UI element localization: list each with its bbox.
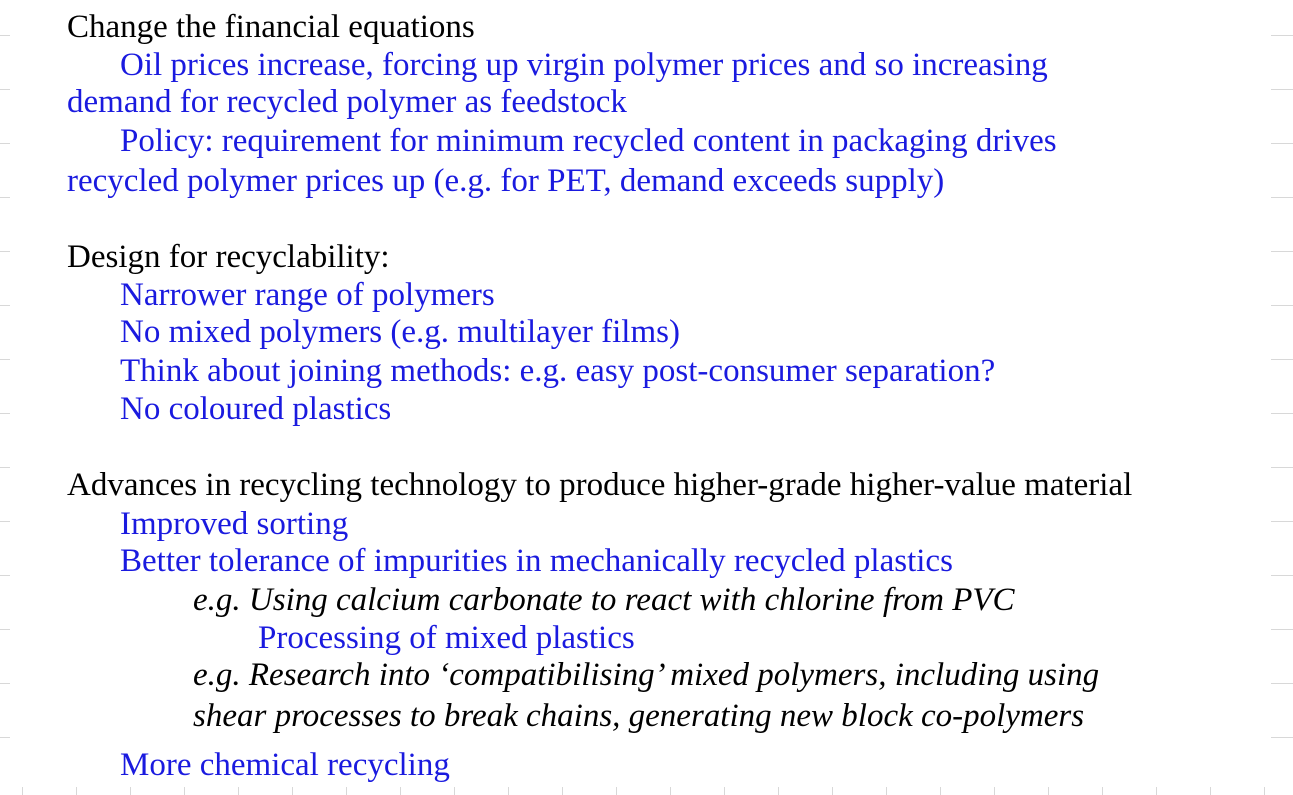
section2-item-no-mixed: No mixed polymers (e.g. multilayer films) — [120, 314, 680, 350]
section2-item-joining: Think about joining methods: e.g. easy post-consumer separation? — [120, 353, 996, 389]
section1-item1-line1: Oil prices increase, forcing up virgin polymer prices and so increasing — [120, 47, 1048, 83]
section3-heading: Advances in recycling technology to produce higher-grade higher-value material — [67, 467, 1133, 503]
section2-heading: Design for recyclability: — [67, 239, 390, 275]
section3-example-research-line1: e.g. Research into ‘compatibilising’ mixed polymers, including using — [193, 657, 1100, 693]
section3-subitem-mixed-plastics: Processing of mixed plastics — [258, 620, 635, 656]
section1-item2-line1: Policy: requirement for minimum recycled content in packaging drives — [120, 123, 1057, 159]
section3-item-sorting: Improved sorting — [120, 506, 349, 542]
section1-item1-line2: demand for recycled polymer as feedstock — [67, 84, 627, 120]
section3-item-tolerance: Better tolerance of impurities in mechanically recycled plastics — [120, 543, 953, 579]
section1-item2-line2: recycled polymer prices up (e.g. for PET, demand exceeds supply) — [67, 163, 945, 199]
section2-item-polymer-range: Narrower range of polymers — [120, 277, 495, 313]
section2-item-coloured: No coloured plastics — [120, 391, 392, 427]
section3-example-calcium: e.g. Using calcium carbonate to react with chlorine from PVC — [193, 582, 1015, 618]
section1-heading: Change the financial equations — [67, 9, 475, 45]
section3-item-chemical: More chemical recycling — [120, 747, 450, 783]
section3-example-research-line2: shear processes to break chains, generating new block co-polymers — [193, 698, 1085, 734]
